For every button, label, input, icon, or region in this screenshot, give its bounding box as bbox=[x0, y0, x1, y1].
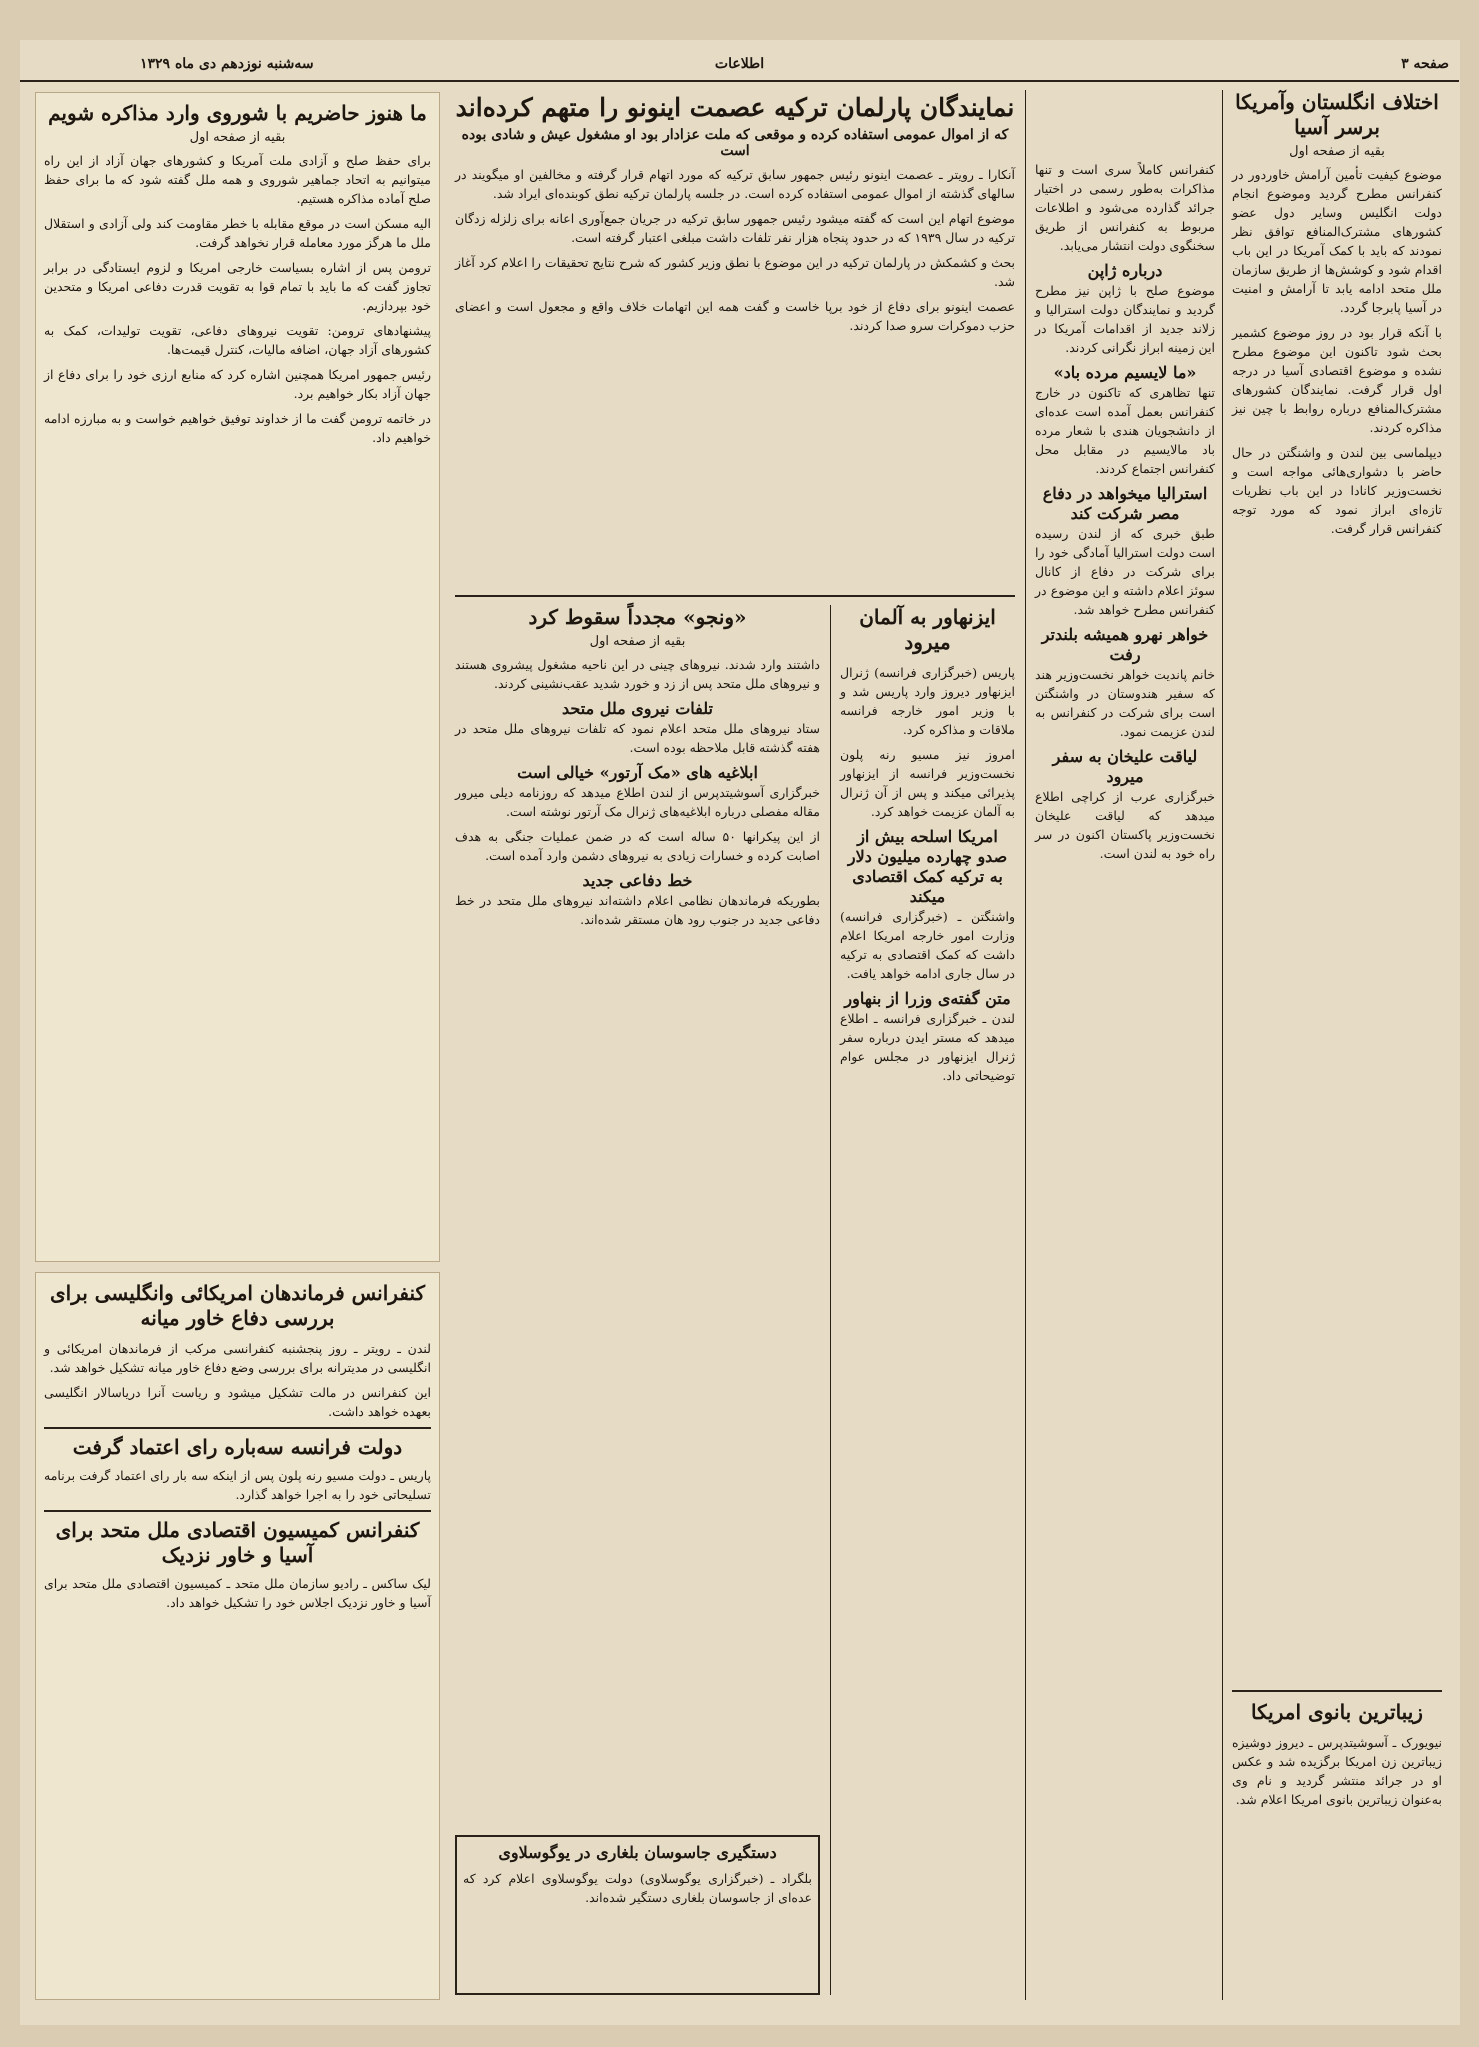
paragraph: رئیس جمهور امریکا همچنین اشاره کرد که منابع ارزی خود را برای دفاع از جهان آزاد بکار خواهیم برد. bbox=[44, 367, 431, 401]
subhead: متن گفته‌ی وزرا از بنهاور bbox=[844, 989, 1011, 1008]
paragraph: لندن ـ خبرگزاری فرانسه ـ اطلاع میدهد که مستر ایدن درباره سفر ژنرال ایزنهاور در مجلس عوام توضیحاتی داد. bbox=[840, 1011, 1015, 1083]
paragraph: بحث و کشمکش در پارلمان ترکیه در این موضوع با نطق وزیر کشور که شرح نتایج تحقیقات را اعلام کرد آغاز شد. bbox=[455, 255, 1015, 290]
paragraph: طبق خبری که از لندن رسیده است دولت استرالیا آمادگی خود را برای شرکت در دفاع از کانال سوئز اعلام داشته و این موضوع در کنفرانس مطرح خواهد شد. bbox=[1035, 526, 1215, 617]
story-rule bbox=[455, 595, 1015, 597]
paragraph: امروز نیز مسیو رنه پلون نخست‌وزیر فرانسه از ایزنهاور پذیرائی میکند و پس از آن ژنرال به آلمان عزیمت خواهد کرد. bbox=[840, 747, 1015, 819]
continued-note: بقیه از صفحه اول bbox=[1289, 144, 1385, 159]
story-spies bbox=[455, 1835, 820, 1995]
headline-france: دولت فرانسه سه‌باره رای اعتماد گرفت bbox=[44, 1427, 431, 1460]
column-rule bbox=[1025, 90, 1026, 2000]
paragraph: برای حفظ صلح و آزادی ملت آمریکا و کشورهای جهان آزاد از این راه میتوانیم به اتحاد جماهیر شوروی و همه ملل گفته شود که ما برای حفظ صلح آماده مذاکره هستیم. bbox=[44, 153, 431, 206]
paragraph: داشتند وارد شدند. نیروهای چینی در این ناحیه مشغول پیشروی هستند و نیروهای ملل متحد پس از زد و خورد شدید عقب‌نشینی کردند. bbox=[455, 657, 820, 691]
page-number: صفحه ۳ bbox=[1401, 56, 1449, 72]
paragraph: کنفرانس کاملاً سری است و تنها مذاکرات به‌طور رسمی در اختیار جرائد گذارده می‌شود و اطلاعات مربوط به کنفرانس از طریق سخنگوی دولت انتشار می‌یابد. bbox=[1035, 162, 1215, 253]
continued-note: بقیه از صفحه اول bbox=[189, 130, 286, 145]
paragraph: موضوع اتهام این است که گفته میشود رئیس جمهور سابق ترکیه در جریان جمع‌آوری اعانه برای زلزله زدگان ترکیه در سال ۱۹۳۹ که در حدود پنجاه هزار نفر تلفات داشت مبلغی اعتبار گرفته است. bbox=[455, 211, 1015, 246]
headline-asia: اختلاف انگلستان وآمریکا برسر آسیا bbox=[1235, 90, 1439, 139]
paragraph: ستاد نیروهای ملل متحد اعلام نمود که تلفات نیروهای ملل متحد در هفته گذشته قابل ملاحظه بوده است. bbox=[455, 721, 820, 755]
clipping-middle-east bbox=[35, 1272, 440, 2000]
paragraph: بطوریکه فرماندهان نظامی اعلام داشته‌اند نیروهای ملل متحد در خط دفاعی جدید در جنوب رود هان مستقر شده‌اند. bbox=[455, 893, 820, 927]
paragraph: خانم پاندیت خواهر نخست‌وزیر هند که سفیر هندوستان در واشنگتن است برای شرکت در کنفرانس به لندن عزیمت نمود. bbox=[1035, 667, 1215, 739]
column-rule bbox=[1222, 90, 1223, 2000]
paragraph: آنکارا ـ رویتر ـ عصمت اینونو رئیس جمهور سابق ترکیه که مورد اتهام قرار گرفته و مخالفین او میگویند در سالهای گذشته از اموال عمومی استفاده کرده است. در جلسه پارلمان ترکیه نطق کوبنده‌ای ایراد شد. bbox=[455, 167, 1015, 202]
story-eisenhower bbox=[840, 605, 1015, 1995]
newspaper-name: اطلاعات bbox=[714, 56, 765, 72]
paragraph: پاریس ـ دولت مسیو رنه پلون پس از اینکه سه بار رای اعتماد گرفت برنامه تسلیحاتی خود را به اجرا خواهد گذارد. bbox=[44, 1468, 431, 1502]
continued-note: بقیه از صفحه اول bbox=[589, 634, 686, 649]
column-asia bbox=[1232, 90, 1442, 2000]
paragraph: پیشنهادهای ترومن: تقویت نیروهای دفاعی، تقویت تولیدات، کمک به کشورهای آزاد جهان، اضافه مالیات، کنترل قیمت‌ها. bbox=[44, 323, 431, 357]
paragraph: در خاتمه ترومن گفت ما از خداوند توفیق خواهیم خواست و به مبارزه ادامه خواهیم داد. bbox=[44, 411, 431, 445]
column-conference bbox=[1035, 160, 1215, 2000]
paragraph: این کنفرانس در مالت تشکیل میشود و ریاست آنرا دریاسالار انگلیسی بعهده خواهد داشت. bbox=[44, 1385, 431, 1419]
paragraph: عصمت اینونو برای دفاع از خود برپا خاست و گفت همه این اتهامات خلاف واقع و مجعول است و اعضای حزب دموکرات سرو صدا کردند. bbox=[455, 299, 1015, 334]
subhead: استرالیا میخواهد در دفاع مصر شرکت کند bbox=[1042, 484, 1208, 523]
paragraph: موضوع صلح با ژاپن نیز مطرح گردید و نمایندگان دولت استرالیا و زلاند جدید از اقدامات آمریکا در این زمینه ابراز نگرانی کردند. bbox=[1035, 283, 1215, 355]
paragraph: لندن ـ رویتر ـ روز پنجشنبه کنفرانسی مرکب از فرماندهان امریکائی و انگلیسی در مدیترانه برای بررسی وضع دفاع خاور میانه تشکیل خواهد شد. bbox=[44, 1341, 431, 1375]
headline-wonju: «ونجو» مجدداً سقوط کرد bbox=[528, 605, 747, 629]
story-wonju bbox=[455, 605, 820, 1825]
paragraph: خبرگزاری آسوشیتدپرس از لندن اطلاع میدهد که روزنامه دیلی میرور مقاله مفصلی درباره ابلاغیه‌های ژنرال مک آرتور نوشته است. bbox=[455, 785, 820, 819]
paragraph: از این پیکرانها ۵۰ ساله است که در ضمن عملیات جنگی به هدف اصابت کرده و خسارات زیادی به نیروهای دشمن وارد آمده است. bbox=[455, 829, 820, 863]
subhead: خواهر نهرو همیشه بلندتر رفت bbox=[1041, 625, 1209, 664]
headline-spies: دستگیری جاسوسان بلغاری در یوگوسلاوی bbox=[498, 1843, 777, 1862]
paragraph: با آنکه قرار بود در روز موضوع کشمیر بحث شود تاکنون این موضوع مطرح نشده و موضوع اقتصادی آسیا در درجه اول قرار گرفت. نمایندگان کشورهای مشترک‌المنافع درباره روابط با چین نیز مذاکره کردند. bbox=[1232, 325, 1442, 435]
page-header bbox=[20, 50, 1459, 82]
paragraph: موضوع کیفیت تأمین آرامش خاوردور در کنفرانس مطرح گردید وموضوع انجام دولت انگلیس وسایر دول عضو کشورهای مشترک‌المنافع توافق نظر نمودند که باید با کمک آمریکا در این باب اقدام شود و کوشش‌ها از طریق سازمان ملل متحد ادامه یابد تا آرامش و امنیت در آسیا پابرجا گردد. bbox=[1232, 167, 1442, 315]
paragraph: دیپلماسی بین لندن و واشنگتن در حال حاضر با دشواری‌هائی مواجه است و نخست‌وزیر کانادا در این باب نظریات تازه‌ای ابراز نمود که مورد توجه کنفرانس قرار گرفت. bbox=[1232, 445, 1442, 536]
issue-date: سه‌شنبه نوزدهم دی ماه ۱۳۲۹ bbox=[140, 56, 314, 72]
clipping-truman bbox=[35, 92, 440, 1262]
headline-truman: ما هنوز حاضریم با شوروی وارد مذاکره شویم bbox=[48, 101, 427, 125]
subhead: لیاقت علیخان به سفر میرود bbox=[1052, 747, 1198, 786]
paragraph: لیک ساکس ـ رادیو سازمان ملل متحد ـ کمیسیون اقتصادی ملل متحد برای آسیا و خاور نزدیک اجلاس خود را تشکیل خواهد داد. bbox=[44, 1576, 431, 1610]
subhead: امریکا اسلحه بیش از صدو چهارده میلیون دلار به ترکیه کمک اقتصادی میکند bbox=[847, 827, 1008, 906]
headline-turkey: نمایندگان پارلمان ترکیه عصمت اینونو را متهم کرده‌اند bbox=[455, 93, 1015, 122]
paragraph: واشنگتن ـ (خبرگزاری فرانسه) وزارت امور خارجه امریکا اعلام داشت که کمک اقتصادی به ترکیه در سال جاری ادامه خواهد یافت. bbox=[840, 909, 1015, 981]
paragraph: خبرگزاری عرب از کراچی اطلاع میدهد که لیاقت علیخان نخست‌وزیر پاکستان اکنون در سر راه خود به لندن است. bbox=[1035, 789, 1215, 861]
paragraph: الیه مسکن است در موقع مقابله با خطر مقاومت کند ولی آزادی و استقلال ملل ما هرگز مورد معامله قرار نخواهد گرفت. bbox=[44, 216, 431, 250]
paragraph: نیویورک ـ آسوشیتدپرس ـ دیروز دوشیزه زیباترین زن امریکا برگزیده شد و عکس او در جرائد منتشر گردید و نام وی به‌عنوان زیباترین بانوی امریکا اعلام شد. bbox=[1232, 1735, 1442, 1807]
subhead: ابلاغیه های «مک آرتور» خیالی است bbox=[517, 763, 758, 782]
paragraph: تنها تظاهری که تاکنون در خارج کنفرانس بعمل آمده است عده‌ای از دانشجویان هندی با شعار مرده باد مالایسیم در مقابل محل کنفرانس اجتماع کردند. bbox=[1035, 385, 1215, 476]
column-rule bbox=[830, 605, 831, 1995]
headline-middle-east: کنفرانس فرماندهان امریکائی وانگلیسی برای بررسی دفاع خاور میانه bbox=[49, 1281, 426, 1330]
paragraph: ترومن پس از اشاره بسیاست خارجی امریکا و لزوم ایستادگی در برابر تجاوز گفت که ما باید با تمام قوا به تقویت قدرت دفاعی امریکا و متحدین خود بپردازیم. bbox=[44, 260, 431, 313]
subhead: تلفات نیروی ملل متحد bbox=[562, 699, 713, 718]
story-turkey bbox=[455, 92, 1015, 592]
subhead: خط دفاعی جدید bbox=[582, 871, 693, 890]
headline-ecafe: کنفرانس کمیسیون اقتصادی ملل متحد برای آسیا و خاور نزدیک bbox=[44, 1510, 431, 1568]
subhead: درباره ژاپن bbox=[1087, 261, 1163, 280]
headline-eisenhower: ایزنهاور به آلمان میرود bbox=[859, 605, 996, 654]
subhead: «ما لایسیم مرده باد» bbox=[1053, 363, 1197, 382]
paragraph: بلگراد ـ (خبرگزاری یوگوسلاوی) دولت یوگوسلاوی اعلام کرد که عده‌ای از جاسوسان بلغاری دستگیر شده‌اند. bbox=[463, 1871, 812, 1905]
paragraph: پاریس (خبرگزاری فرانسه) ژنرال ایزنهاور دیروز وارد پاریس شد و با وزیر امور خارجه فرانسه ملاقات و مذاکره کرد. bbox=[840, 665, 1015, 737]
headline-beauty: زیباترین بانوی امریکا bbox=[1251, 1700, 1423, 1724]
subheadline-turkey: که از اموال عمومی استفاده کرده و موقعی که ملت عزادار بود او مشغول عیش و شادی بوده است bbox=[461, 127, 1009, 160]
